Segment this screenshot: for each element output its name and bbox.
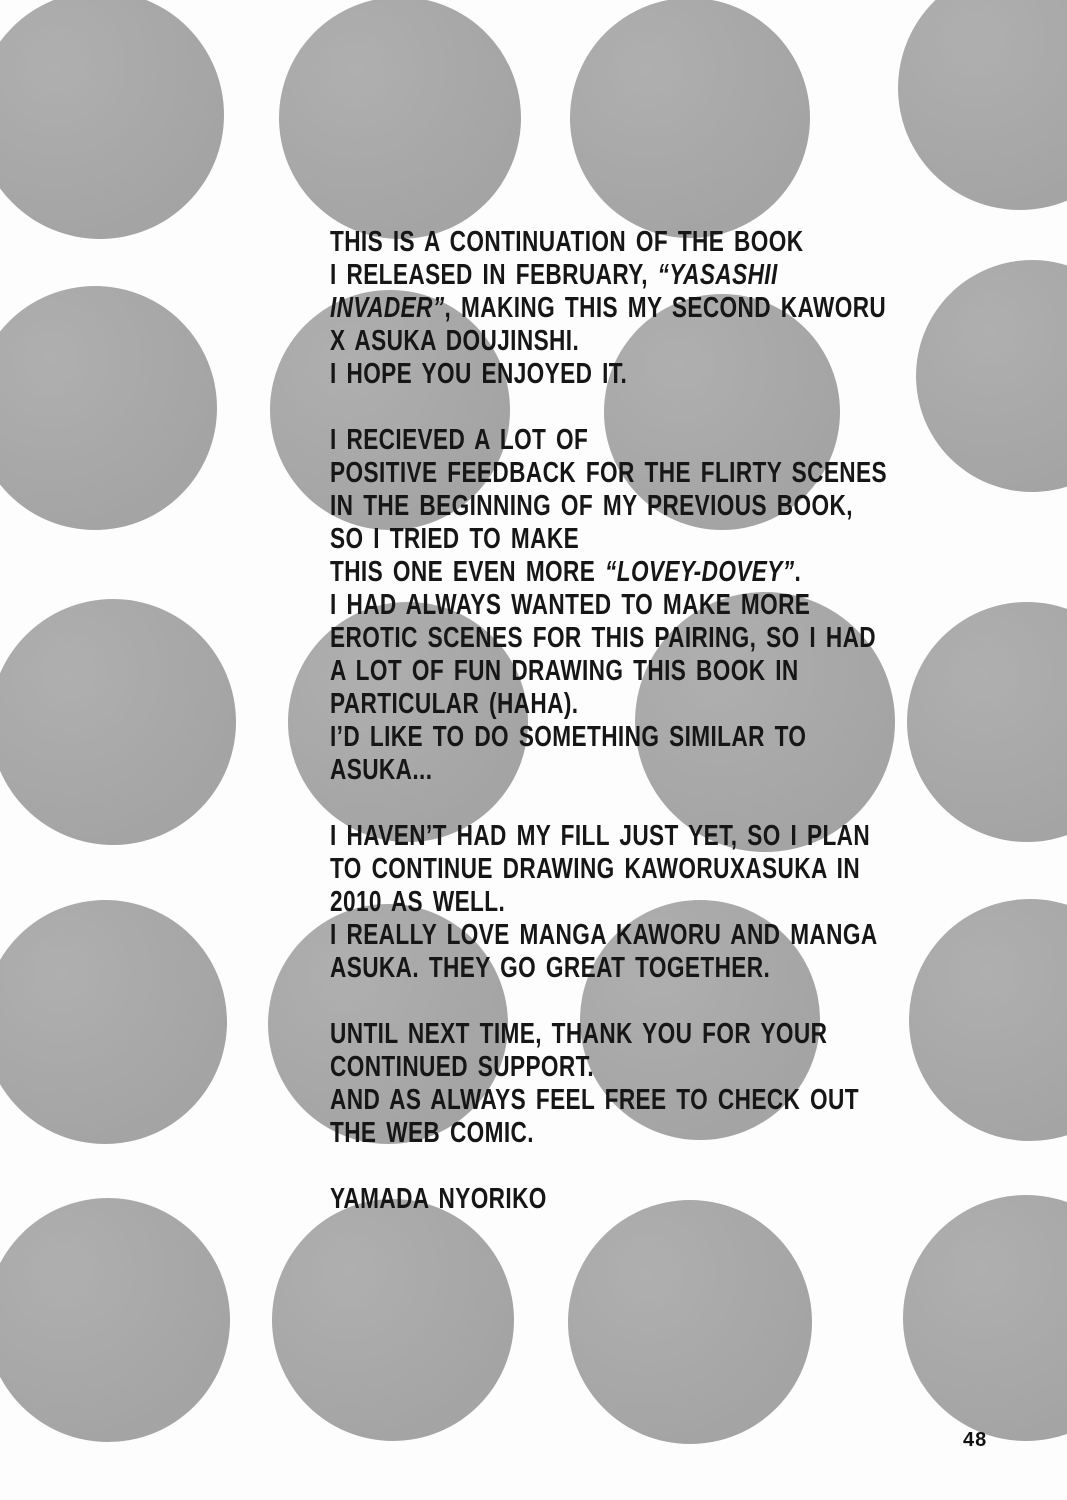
afterword-line: POSITIVE FEEDBACK FOR THE FLIRTY SCENES <box>330 457 887 489</box>
page-number: 48 <box>963 1429 988 1451</box>
polka-dot <box>272 1199 514 1441</box>
afterword-paragraph <box>330 424 1050 787</box>
polka-dot <box>0 1198 230 1442</box>
polka-dot <box>279 0 521 239</box>
afterword-paragraphs <box>330 226 1050 1150</box>
afterword-line: ASUKA... <box>330 754 433 786</box>
polka-dot <box>570 0 810 238</box>
polka-dot <box>0 900 227 1144</box>
afterword-line: I HOPE YOU ENJOYED IT. <box>330 358 628 390</box>
afterword-line: SO I TRIED TO MAKE <box>330 523 580 555</box>
afterword-line: THIS ONE EVEN MORE “LOVEY-DOVEY”. <box>330 556 802 588</box>
afterword-line: UNTIL NEXT TIME, THANK YOU FOR YOUR <box>330 1018 828 1050</box>
polka-dot <box>0 286 217 530</box>
afterword-paragraph <box>330 1018 1050 1150</box>
polka-dot <box>0 0 224 239</box>
afterword-line: 2010 AS WELL. <box>330 886 506 918</box>
afterword-line: THIS IS A CONTINUATION OF THE BOOK <box>330 226 804 258</box>
afterword-line: THE WEB COMIC. <box>330 1117 534 1149</box>
afterword-line: I’D LIKE TO DO SOMETHING SIMILAR TO <box>330 721 807 753</box>
afterword-line: I HAVEN’T HAD MY FILL JUST YET, SO I PLAN <box>330 820 871 852</box>
afterword-line: A LOT OF FUN DRAWING THIS BOOK IN <box>330 655 799 687</box>
afterword-paragraph <box>330 226 1050 391</box>
afterword-line: TO CONTINUE DRAWING KAWORUXASUKA IN <box>330 853 861 885</box>
afterword-line: EROTIC SCENES FOR THIS PAIRING, SO I HAD <box>330 622 877 654</box>
afterword-line: I RELEASED IN FEBRUARY, “YASASHII <box>330 259 778 291</box>
afterword-line: ASUKA. THEY GO GREAT TOGETHER. <box>330 952 771 984</box>
afterword-line: PARTICULAR (HAHA). <box>330 688 579 720</box>
polka-dot <box>568 1200 812 1444</box>
polka-dot <box>0 599 236 845</box>
afterword-line: IN THE BEGINNING OF MY PREVIOUS BOOK, <box>330 490 853 522</box>
afterword-line: AND AS ALWAYS FEEL FREE TO CHECK OUT <box>330 1084 859 1116</box>
afterword-line: X ASUKA DOUJINSHI. <box>330 325 580 357</box>
afterword-line: I RECIEVED A LOT OF <box>330 424 589 456</box>
polka-dot <box>898 0 1067 210</box>
afterword-line: I REALLY LOVE MANGA KAWORU AND MANGA <box>330 919 878 951</box>
afterword-line: INVADER”, MAKING THIS MY SECOND KAWORU <box>330 292 887 324</box>
afterword-paragraph <box>330 820 1050 985</box>
afterword-line: I HAD ALWAYS WANTED TO MAKE MORE <box>330 589 811 621</box>
signature: YAMADA NYORIKO <box>330 1183 547 1215</box>
afterword-text <box>330 226 1050 1216</box>
polka-dot <box>903 1195 1067 1441</box>
afterword-line: CONTINUED SUPPORT. <box>330 1051 595 1083</box>
